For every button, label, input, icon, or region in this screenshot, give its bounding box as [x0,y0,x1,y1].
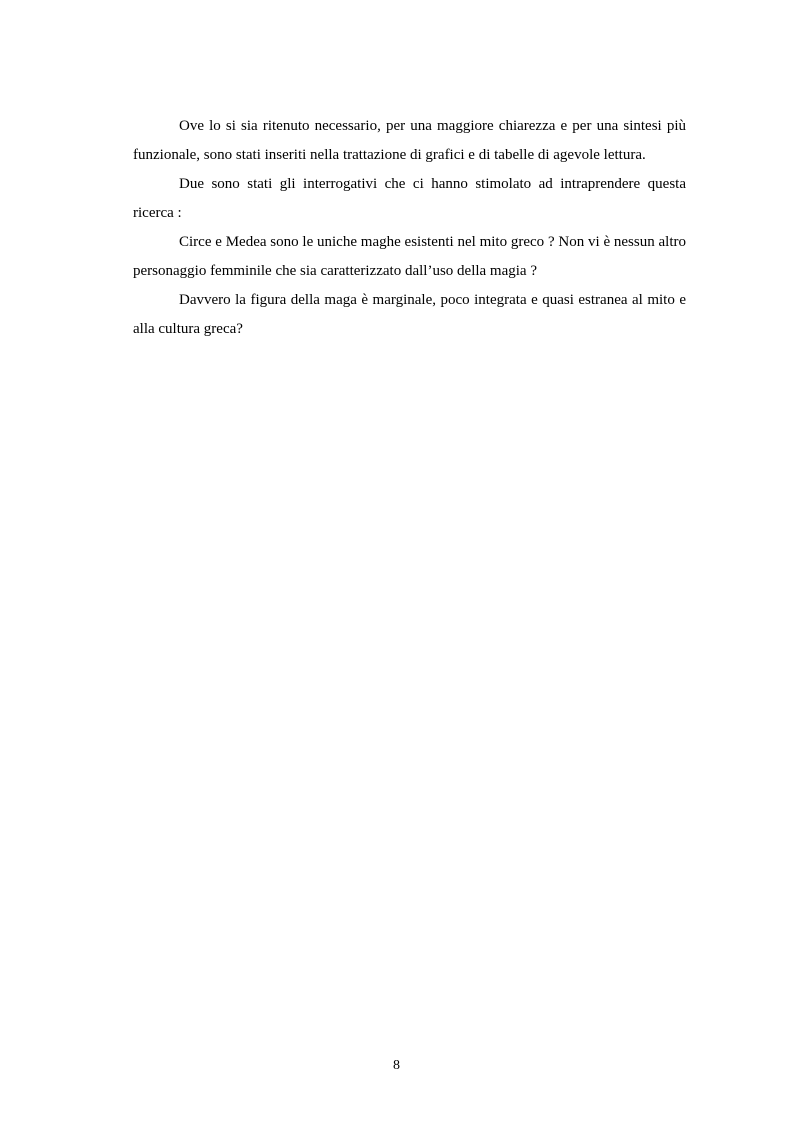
paragraph-research-questions-intro: Due sono stati gli interrogativi che ci hanno stimolato ad intraprendere questa ricerca : [133,176,686,221]
paragraph-charts-tables: Ove lo si sia ritenuto necessario, per una maggiore chiarezza e per una sintesi più funzionale, sono stati inseriti nella trattazione di grafici e di tabelle di agevole lettura. [133,118,686,163]
paragraph-maga-marginal-question: Davvero la figura della maga è marginale, poco integrata e quasi estranea al mito e alla cultura greca? [133,292,686,337]
paragraph-circe-medea-question: Circe e Medea sono le uniche maghe esistenti nel mito greco ? Non vi è nessun altro personaggio femminile che sia caratterizzato dall’uso della magia ? [133,234,686,279]
body-text [133,112,686,344]
page-number: 8 [393,1058,400,1073]
